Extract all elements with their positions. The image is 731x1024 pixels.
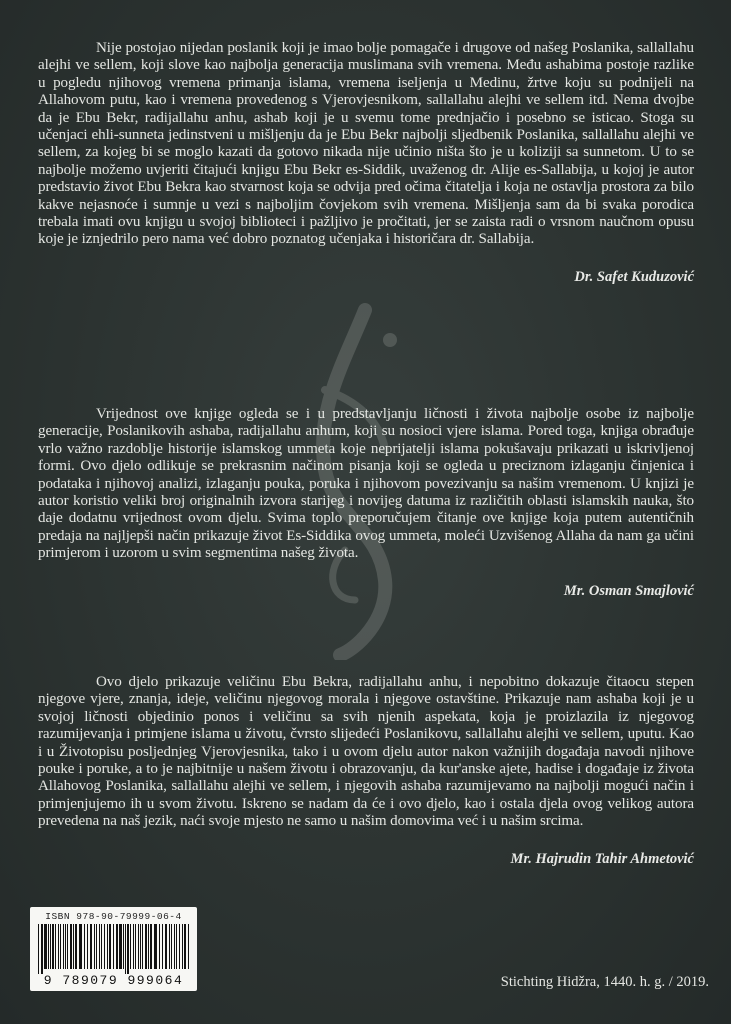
review-signature: Mr. Hajrudin Tahir Ahmetović — [510, 850, 694, 867]
barcode-bar — [67, 924, 68, 969]
barcode-bar — [116, 924, 118, 969]
barcode-bar — [38, 924, 39, 974]
barcode-bar — [109, 924, 111, 969]
barcode-bar — [174, 924, 175, 969]
barcode-bar — [55, 924, 56, 969]
barcode-bar — [150, 924, 152, 969]
barcode-bar — [125, 924, 126, 974]
barcode-bar — [154, 924, 157, 969]
barcode-bar — [90, 924, 92, 969]
barcode-bar — [123, 924, 124, 969]
barcode-bar — [179, 924, 180, 969]
barcode-bar — [65, 924, 66, 969]
barcode-bar — [184, 924, 186, 969]
barcode-bar — [60, 924, 61, 969]
review-text: Nije postojao nijedan poslanik koji je imao bolje pomagače i drugove od našeg Poslanika, sallallahu alejhi ve sellem, koji slove kao najbolja generacija muslimana svih vremena. Među ashabima postoje razlike u pogledu njihovog vremena primanja islama, vremena iseljenja u Medinu, žrtve koju su podnijeli na Allahovom putu, kao i vremena provedenog s Vjerovjesnikom, sallallahu alejhi ve sellem itd. Nema dvojbe da je Ebu Bekr, radijallahu anhu, ashab koji je u svemu tome prednjačio i posebno se isticao. Stoga su učenjaci ehli-sunneta jedinstveni u mišljenju da je Ebu Bekr najbolji sljedbenik Poslanika, sallallahu alejhi ve sellem, za kojeg bi se moglo kazati da gotovo nikada nije učinio ništa što je u koliziji sa sunnetom. U to se najbolje možemo uvjeriti čitajući knjigu Ebu Bekr es-Siddik, uvaženog dr. Alije es-Sallabija, u kojoj je autor predstavio život Ebu Bekra kao stvarnost koja se odvija pred očima čitatelja i koja ne ostavlja prostora za bilo kakve nejasnoće i sumnje u vezi s najboljim čovjekom svih vremena. Mišljenja sam da bi svaka porodica trebala imati ovu knjigu u svojoj biblioteci i pažljivo je pročitati, jer se zaista radi o vrsnom naučnom opusu koje je iznjedrilo pero nama već dobro poznatog učenjaka i historičara dr. Sallabija. — [38, 40, 694, 248]
barcode-bar — [58, 924, 59, 969]
barcode-bar — [70, 924, 72, 969]
barcode-bar — [148, 924, 149, 969]
barcode-bar — [75, 924, 77, 969]
publisher-line: Stichting Hidžra, 1440. h. g. / 2019. — [500, 974, 709, 990]
barcode-bar — [169, 924, 170, 969]
barcode-bar — [48, 924, 49, 969]
barcode-bar — [165, 924, 167, 969]
barcode-bars — [38, 924, 189, 974]
barcode-bar — [133, 924, 134, 969]
barcode-bar — [107, 924, 108, 969]
barcode-bar — [73, 924, 74, 969]
barcode-bar — [162, 924, 163, 969]
barcode-bar — [63, 924, 64, 969]
barcode-bar — [182, 924, 183, 969]
review-signature: Dr. Safet Kuduzović — [574, 268, 694, 285]
barcode-bar — [44, 924, 47, 969]
barcode-bar — [84, 924, 85, 969]
barcode-bar — [176, 924, 177, 969]
barcode-bar — [94, 924, 95, 969]
barcode-bar — [119, 924, 122, 969]
barcode-bar — [159, 924, 160, 969]
isbn-label: ISBN 978-90-79999-06-4 — [45, 911, 182, 922]
barcode-bar — [99, 924, 100, 969]
barcode-bar — [140, 924, 141, 969]
barcode-bar — [104, 924, 105, 969]
ean-number: 9 789079 999064 — [43, 973, 184, 988]
review-text: Ovo djelo prikazuje veličinu Ebu Bekra, radijallahu anhu, i nepobitno dokazuje čitaocu stepen njegove vjere, znanja, ideje, veličinu njegovog morala i njegove ostavštine. Prikazuje nam ashaba koji je u svojoj ličnosti objedinio ponos i veličinu sa svih njenih aspekata, koja je proizlazila iz njegovog razumijevanja i primjene islama u životu, čvrsto slijedeći Poslanikovu, sallallahu alejhi ve sellem, uputu. Kao i u Životopisu posljednjeg Vjerovjesnika, tako i u ovom djelu autor nakon važnijih događaja navodi njihove pouke i poruke, a to je najbitnije u našem životu i obrazovanju, da kur'anske ajete, hadise i događaje iz života Allahovog Poslanika, sallallahu alejhi ve sellem, i njegovih ashaba razumijevamo na najbolji mogući način i primjenjujemo ih u svom životu. Iskreno se nadam da će i ovo djelo, kao i ostala djela ovog velikog autora prevedena na naš jezik, naći svoje mjesto ne samo u našim domovima već i u našim srcima. — [38, 674, 694, 830]
review-signature: Mr. Osman Smajlović — [563, 582, 694, 599]
barcode-bar — [130, 924, 131, 969]
barcode-bar — [145, 924, 147, 969]
barcode-bar — [113, 924, 114, 969]
review-section-1 — [38, 40, 694, 286]
review-text: Vrijednost ove knjige ogleda se i u predstavljanju ličnosti i života najbolje osobe iz najbolje generacije, Poslanikovih ashaba, radijallahu anhum, koji su nosioci vjere islama. Pored toga, knjiga obrađuje vrlo važno razdoblje historije islamskog ummeta koje neprijatelji islama pokušavaju prikazati u iskrivljenoj formi. Ovo djelo odlikuje se prekrasnim načinom pisanja koji se ogleda u preciznom izlaganju činjenica i podataka i njihovoj analizi, izlaganju pouka, poruka i njihovom povezivanju sa našim vremenom. U knjizi je autor koristio veliki broj originalnih izvora starijeg i novijeg datuma iz različitih oblasti islamskih nauka, što daje dodatnu vrijednost ovom djelu. Svima toplo preporučujem čitanje ove knjige koja putem autentičnih predaja na najljepši način prikazuje život Es-Siddika ovog ummeta, moleći Uzvišenog Allaha da nam ga učini primjerom i uzorom u svim segmentima našeg života. — [38, 406, 694, 562]
barcode-bar — [96, 924, 97, 969]
barcode-bar — [188, 924, 189, 969]
barcode-bar — [127, 924, 129, 974]
barcode-bar — [87, 924, 88, 969]
barcode-bar — [138, 924, 139, 969]
barcode-bar — [50, 924, 51, 969]
barcode-bar — [142, 924, 143, 969]
barcode-bar — [101, 924, 102, 969]
review-section-3 — [38, 674, 694, 868]
barcode-bar — [79, 924, 82, 969]
isbn-barcode — [30, 907, 197, 991]
barcode-bar — [171, 924, 172, 969]
barcode-bar — [52, 924, 54, 969]
review-section-2 — [38, 406, 694, 600]
barcode-bar — [135, 924, 136, 969]
barcode-bar — [41, 924, 43, 974]
